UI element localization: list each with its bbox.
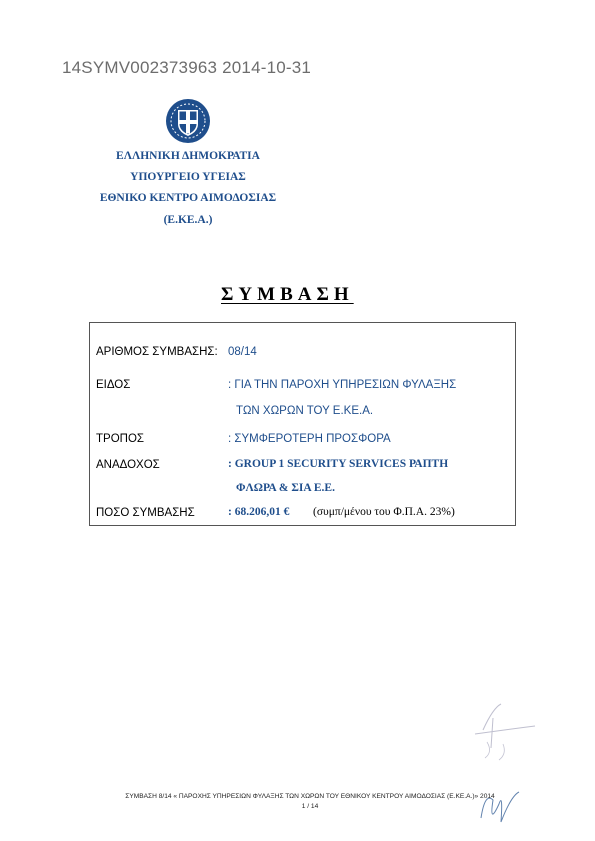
procurement-method-value: : ΣΥΜΦΕΡΟΤΕΡΗ ΠΡΟΣΦΟΡΑ — [228, 433, 391, 445]
contract-amount-value: : 68.206,01 € — [228, 506, 290, 518]
page-footer — [60, 792, 560, 812]
contract-type-value-line2: ΤΩΝ ΧΩΡΩΝ ΤΟΥ Ε.ΚΕ.Α. — [236, 405, 374, 417]
procurement-method-label: ΤΡΟΠΟΣ — [96, 433, 144, 445]
contract-type-label: ΕΙΔΟΣ — [96, 379, 131, 391]
greek-coat-of-arms-icon — [165, 98, 211, 144]
contract-number-value: 08/14 — [228, 346, 257, 358]
contract-type-value-line1: : ΓΙΑ ΤΗΝ ΠΑΡΟΧΗ ΥΠΗΡΕΣΙΩΝ ΦΥΛΑΞΗΣ — [228, 379, 457, 391]
contractor-value-line1: : GROUP 1 SECURITY SERVICES ΡΑΠΤΗ — [228, 458, 449, 470]
document-id: 14SYMV002373963 2014-10-31 — [62, 58, 312, 77]
header-country: ΕΛΛΗΝΙΚΗ ΔΗΜΟΚΡΑΤΙΑ — [116, 150, 260, 162]
document-title: ΣΥΜΒΑΣΗ — [221, 284, 354, 305]
header-organization-abbr: (Ε.ΚΕ.Α.) — [163, 214, 213, 226]
contractor-label: ΑΝΑΔΟΧΟΣ — [96, 459, 160, 471]
contract-amount-label: ΠΟΣΟ ΣΥΜΒΑΣΗΣ — [96, 507, 195, 519]
footer-text: ΣΥΜΒΑΣΗ 8/14 « ΠΑΡΟΧΗΣ ΥΠΗΡΕΣΙΩΝ ΦΥΛΑΞΗΣ ΤΩΝ ΧΩΡΩΝ ΤΟΥ ΕΘΝΙΚΟΥ ΚΕΝΤΡΟΥ ΑΙΜΟΔΟΣΙΑΣ (Ε.ΚΕ.Α.)» 2014 — [125, 793, 495, 800]
contractor-value-line2: ΦΛΩΡΑ & ΣΙΑ Ε.Ε. — [236, 482, 335, 494]
page-number: 1 / 14 — [301, 803, 319, 810]
contract-number-label: ΑΡΙΘΜΟΣ ΣΥΜΒΑΣΗΣ: — [96, 346, 218, 358]
header-ministry: ΥΠΟΥΡΓΕΙΟ ΥΓΕΙΑΣ — [130, 171, 246, 183]
contract-amount-vat-note: (συμπ/μένου του Φ.Π.Α. 23%) — [313, 506, 455, 518]
header-organization: ΕΘΝΙΚΟ ΚΕΝΤΡΟ ΑΙΜΟΔΟΣΙΑΣ — [99, 192, 277, 204]
handwritten-signature-initials — [463, 700, 543, 840]
